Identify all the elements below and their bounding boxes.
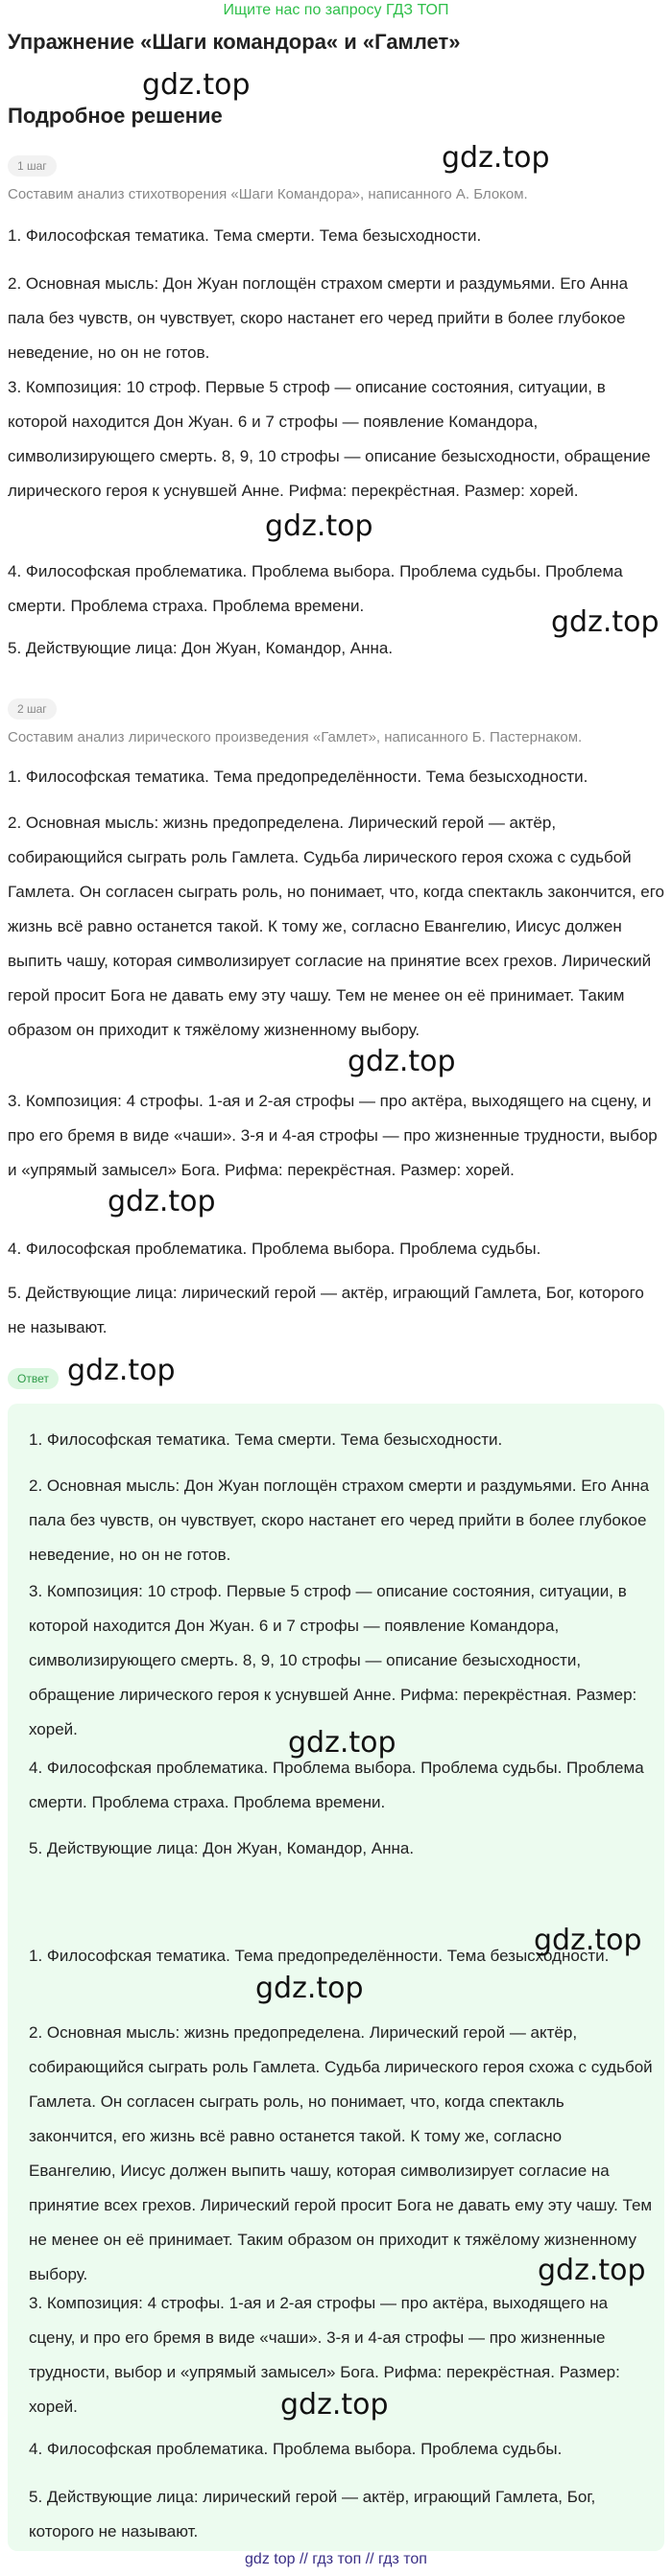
watermark: gdz.top: [255, 1972, 364, 2005]
watermark: gdz.top: [534, 1924, 642, 1957]
top-banner[interactable]: Ищите нас по запросу ГДЗ ТОП: [223, 2, 449, 18]
page-title: Упражнение «Шаги командора« и «Гамлет»: [8, 30, 461, 54]
watermark: gdz.top: [142, 68, 251, 102]
step-2-paragraph: 1. Философская тематика. Тема предопределённости. Тема безысходности.: [8, 768, 588, 786]
step-1-section: [8, 155, 664, 202]
watermark: gdz.top: [442, 141, 550, 175]
footer-links[interactable]: gdz top // гдз топ // гдз топ: [245, 2551, 427, 2567]
answer-paragraph: 2. Основная мысль: жизнь предопределена. Лирический герой — актёр, собирающийся сыграть роль Гамлета. Судьба лирического героя схожа с судьбой Гамлета. Он согласен сыграть роль, но понимает, что, когда спектакль закончится, его жизнь всё равно останется такой. К тому же, согласно Евангелию, Иисус должен выпить чашу, которая символизирует согласие на принятие всех грехов. Лирический герой просит Бога не давать ему эту чашу. Тем не менее он её принимает. Таким образом он приходит к тяжёлому жизненному выбору.: [29, 2023, 653, 2283]
watermark: gdz.top: [551, 605, 660, 639]
step-1-paragraph: 2. Основная мысль: Дон Жуан поглощён страхом смерти и раздумьями. Его Анна пала без чувств, он чувствует, скоро настанет его черед прийти в более глубокое неведение, но он не готов.: [8, 274, 629, 362]
solution-heading: Подробное решение: [8, 104, 223, 128]
step-2-paragraph: 2. Основная мысль: жизнь предопределена. Лирический герой — актёр, собирающийся сыграть роль Гамлета. Судьба лирического героя схожа с судьбой Гамлета. Он согласен сыграть роль, но понимает, что, когда спектакль закончится, его жизнь всё равно останется такой. К тому же, согласно Евангелию, Иисус должен выпить чашу, которая символизирует согласие на принятие всех грехов. Лирический герой просит Бога не давать ему эту чашу. Тем не менее он её принимает. Таким образом он приходит к тяжёлому жизненному выбору.: [8, 814, 665, 1039]
answer-paragraph: 5. Действующие лица: Дон Жуан, Командор, Анна.: [29, 1839, 415, 1857]
answer-paragraph: 1. Философская тематика. Тема предопределённости. Тема безысходности.: [29, 1947, 610, 1965]
watermark: gdz.top: [108, 1185, 216, 1218]
answer-paragraph: 3. Композиция: 10 строф. Первые 5 строф — описание состояния, ситуации, в которой находится Дон Жуан. 6 и 7 строфы — появление Командора, символизирующего смерть. 8, 9, 10 строфы — описание безысходности, обращение лирического героя к уснувшей Анне. Рифма: перекрёстная. Размер: хорей.: [29, 1582, 637, 1738]
step-1-intro: Составим анализ стихотворения «Шаги Командора», написанного А. Блоком.: [8, 186, 528, 202]
step-2-intro: Составим анализ лирического произведения «Гамлет», написанного Б. Пастернаком.: [8, 729, 583, 745]
step-1-paragraph: 4. Философская проблематика. Проблема выбора. Проблема судьбы. Проблема смерти. Проблема страха. Проблема времени.: [8, 562, 623, 615]
answer-paragraph: 1. Философская тематика. Тема смерти. Тема безысходности.: [29, 1430, 503, 1449]
watermark: gdz.top: [280, 2388, 389, 2422]
answer-paragraph: 3. Композиция: 4 строфы. 1-ая и 2-ая строфы — про актёра, выходящего на сцену, и про его бремя в виде «чаши». 3-я и 4-ая строфы — про жизненные трудности, выбор и «упрямый замысел» Бога. Рифма: перекрёстная. Размер: хорей.: [29, 2294, 620, 2416]
step-2-paragraph: 3. Композиция: 4 строфы. 1-ая и 2-ая строфы — про актёра, выходящего на сцену, и про его бремя в виде «чаши». 3-я и 4-ая строфы — про жизненные трудности, выбор и «упрямый замысел» Бога. Рифма: перекрёстная. Размер: хорей.: [8, 1092, 658, 1179]
watermark: gdz.top: [348, 1045, 456, 1078]
watermark: gdz.top: [538, 2254, 646, 2287]
step-2-section: [8, 698, 664, 745]
watermark: gdz.top: [67, 1354, 176, 1387]
step-1-paragraph: 3. Композиция: 10 строф. Первые 5 строф — описание состояния, ситуации, в которой находится Дон Жуан. 6 и 7 строфы — появление Командора, символизирующего смерть. 8, 9, 10 строфы — описание безысходности, обращение лирического героя к уснувшей Анне. Рифма: перекрёстная. Размер: хорей.: [8, 378, 651, 500]
step-1-paragraph: 1. Философская тематика. Тема смерти. Тема безысходности.: [8, 226, 482, 245]
answer-paragraph: 4. Философская проблематика. Проблема выбора. Проблема судьбы. Проблема смерти. Проблема страха. Проблема времени.: [29, 1759, 644, 1811]
watermark: gdz.top: [288, 1726, 396, 1760]
watermark: gdz.top: [265, 509, 373, 543]
step-2-badge: 2 шаг: [8, 698, 57, 720]
step-2-paragraph: 4. Философская проблематика. Проблема выбора. Проблема судьбы.: [8, 1240, 541, 1258]
answer-paragraph: 2. Основная мысль: Дон Жуан поглощён страхом смерти и раздумьями. Его Анна пала без чувств, он чувствует, скоро настанет его черед прийти в более глубокое неведение, но он не готов.: [29, 1477, 650, 1564]
answer-badge: Ответ: [8, 1368, 59, 1389]
step-1-paragraph: 5. Действующие лица: Дон Жуан, Командор, Анна.: [8, 639, 394, 657]
answer-paragraph: 4. Философская проблематика. Проблема выбора. Проблема судьбы.: [29, 2440, 563, 2458]
answer-paragraph: 5. Действующие лица: лирический герой — актёр, играющий Гамлета, Бог, которого не называют.: [29, 2488, 596, 2541]
step-1-badge: 1 шаг: [8, 155, 57, 177]
step-2-paragraph: 5. Действующие лица: лирический герой — актёр, играющий Гамлета, Бог, которого не называют.: [8, 1284, 644, 1336]
